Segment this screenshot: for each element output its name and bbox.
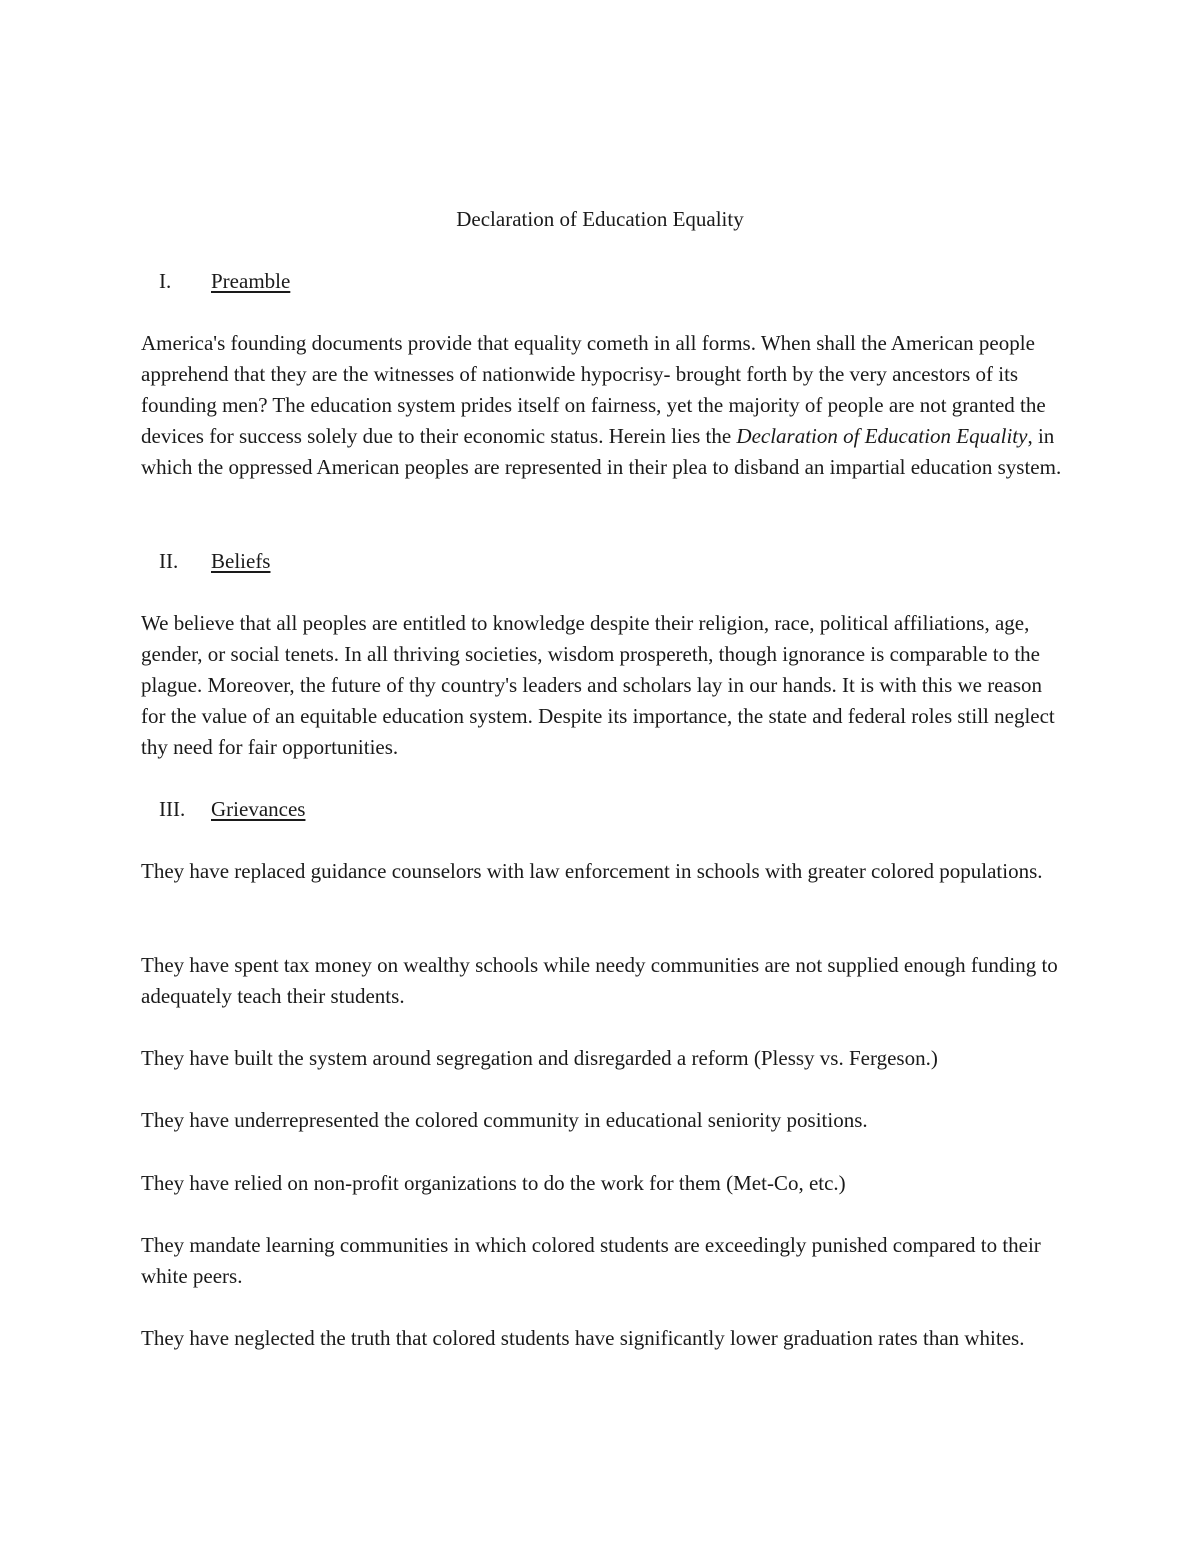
preamble-paragraph <box>141 328 1066 483</box>
section-heading-grievances <box>141 794 305 825</box>
section-title: Grievances <box>211 797 306 821</box>
section-title: Beliefs <box>211 549 271 573</box>
grievance-item: They have spent tax money on wealthy schools while needy communities are not supplied enough funding to adequately teach their students. <box>141 953 1058 1008</box>
document-title: Declaration of Education Equality <box>456 207 744 231</box>
grievance-item: They have relied on non-profit organizations to do the work for them (Met-Co, etc.) <box>141 1171 846 1195</box>
section-heading-preamble <box>141 266 290 297</box>
grievance-item: They have built the system around segregation and disregarded a reform (Plessy vs. Fergeson.) <box>141 1046 938 1070</box>
grievance-item: They mandate learning communities in which colored students are exceedingly punished compared to their white peers. <box>141 1233 1041 1288</box>
grievance-item: They have neglected the truth that colored students have significantly lower graduation rates than whites. <box>141 1326 1025 1350</box>
grievance-item: They have replaced guidance counselors with law enforcement in schools with greater colored populations. <box>141 859 1043 883</box>
declaration-title-emphasis: Declaration of Education Equality <box>736 424 1028 448</box>
preamble-text-end: , in which the oppressed American peoples are represented in their plea to disband an impartial education system. <box>141 424 1062 479</box>
section-heading-beliefs <box>141 546 270 577</box>
section-numeral: III. <box>159 797 186 821</box>
preamble-text-start: America's founding documents provide that equality cometh in all forms. When shall the American people apprehend that they are the witnesses of nationwide hypocrisy- brought forth by the very ancestors of its founding men? The education system prides itself on fairness, yet the majority of people are not granted the devices for success solely due to their economic status. Herein lies the <box>141 331 1046 448</box>
section-numeral: II. <box>159 549 179 573</box>
section-numeral: I. <box>159 269 172 293</box>
section-title: Preamble <box>211 269 291 293</box>
grievance-item: They have underrepresented the colored community in educational seniority positions. <box>141 1108 868 1132</box>
beliefs-paragraph: We believe that all peoples are entitled to knowledge despite their religion, race, political affiliations, age, gender, or social tenets. In all thriving societies, wisdom prospereth, though ignorance is comparable to the plague. Moreover, the future of thy country's leaders and scholars lay in our hands. It is with this we reason for the value of an equitable education system. Despite its importance, the state and federal roles still neglect thy need for fair opportunities. <box>141 611 1055 759</box>
